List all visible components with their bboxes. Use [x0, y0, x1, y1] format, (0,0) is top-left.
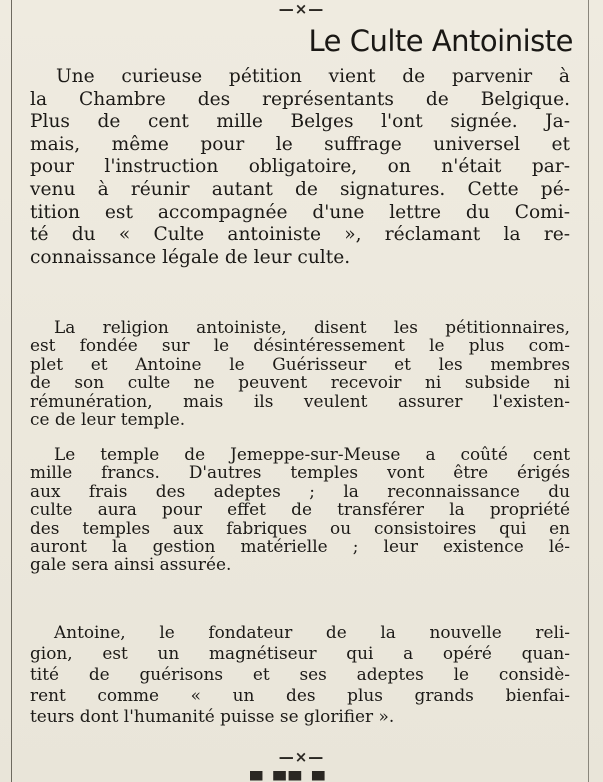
text-line: teurs dont l'humanité puisse se glorifier ».	[30, 706, 395, 726]
text-line: La religion antoiniste, disent les pétitionnaires,	[54, 317, 570, 337]
separator-top: —×—	[278, 0, 325, 18]
text-line: gion, est un magnétiseur qui a opéré quan-	[30, 643, 570, 663]
text-line: auront la gestion matérielle ; leur existence lé-	[30, 535, 570, 556]
text-line: culte aura pour effet de transférer la propriété	[30, 499, 570, 520]
column-rule-right	[588, 0, 589, 782]
text-line: ce de leur temple.	[30, 408, 186, 429]
column-rule-left	[11, 0, 12, 782]
text-line: Le temple de Jemeppe-sur-Meuse a coûté cent	[54, 444, 570, 464]
text-line: connaissance légale de leur culte.	[30, 246, 351, 268]
text-line: té du « Culte antoiniste », réclamant la re-	[30, 224, 570, 246]
text-line: venu à réunir autant de signatures. Cette pé-	[30, 178, 570, 200]
separator-bottom: —×—	[278, 748, 325, 766]
text-line: plet et Antoine le Guérisseur et les membres	[30, 353, 570, 374]
text-line: des temples aux fabriques ou consistoires qui en	[30, 517, 570, 538]
text-line: la Chambre des représentants de Belgique.	[30, 88, 570, 110]
text-line: Plus de cent mille Belges l'ont signée. Ja-	[30, 111, 570, 133]
paragraph-1	[30, 66, 570, 269]
text-line: est fondée sur le désintéressement le plus com-	[30, 335, 570, 356]
text-line: gale sera ainsi assurée.	[30, 554, 232, 575]
article-title: Le Culte Antoiniste	[308, 24, 573, 58]
paragraph-2	[30, 318, 570, 428]
text-line: aux frais des adeptes ; la reconnaissance du	[30, 480, 570, 501]
text-line: mille francs. D'autres temples vont être érigés	[30, 462, 570, 483]
text-line: tité de guérisons et ses adeptes le considè-	[30, 664, 570, 684]
text-line: mais, même pour le suffrage universel et	[30, 133, 570, 155]
text-line: tition est accompagnée d'une lettre du Comi-	[30, 201, 570, 223]
paragraph-4	[30, 622, 570, 727]
text-line: rémunération, mais ils veulent assurer l'existen-	[30, 390, 570, 411]
text-line: Une curieuse pétition vient de parvenir à	[56, 66, 570, 87]
text-line: de son culte ne peuvent recevoir ni subside ni	[30, 372, 570, 393]
text-line: pour l'instruction obligatoire, on n'était par-	[30, 156, 570, 178]
text-line: Antoine, le fondateur de la nouvelle reli-	[54, 622, 570, 642]
cut-off-next-heading: ▀ ▀▀ ▀	[250, 771, 328, 782]
paragraph-3	[30, 445, 570, 574]
text-line: rent comme « un des plus grands bienfai-	[30, 685, 570, 705]
